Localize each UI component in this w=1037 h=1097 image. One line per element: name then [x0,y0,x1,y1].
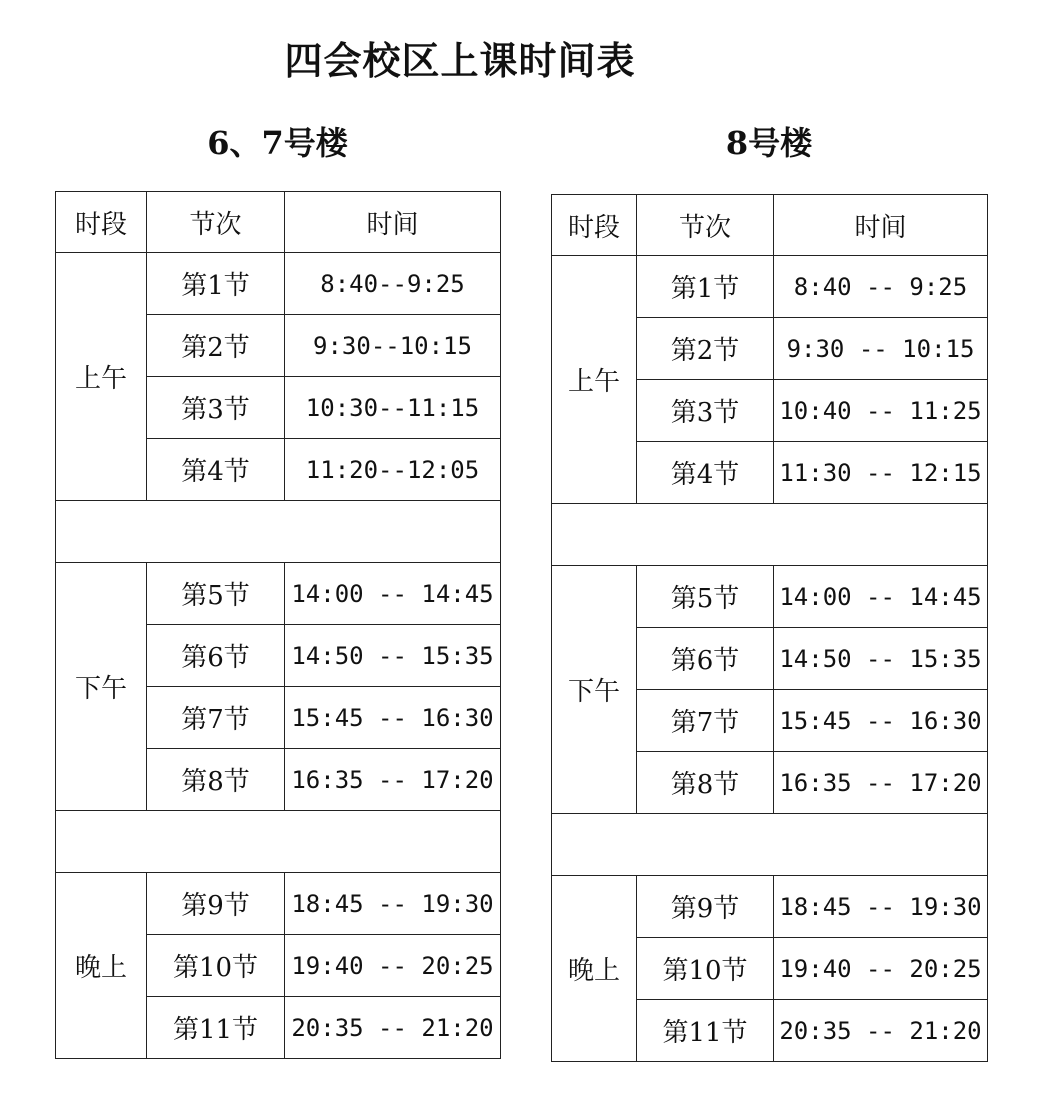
time-cell: 14:00 -- 14:45 [774,566,988,628]
time-cell: 15:45 -- 16:30 [774,690,988,752]
header-lesson: 节次 [637,195,774,256]
lesson-cell: 第5节 [637,566,774,628]
lesson-cell: 第11节 [147,997,285,1059]
period-cell: 晚上 [552,876,637,1062]
time-cell: 18:45 -- 19:30 [285,873,501,935]
building-8-title: 8号楼 [725,124,813,162]
lesson-cell: 第7节 [147,687,285,749]
break-row [56,501,501,563]
time-cell: 19:40 -- 20:25 [774,938,988,1000]
building-6-7-title: 6、7号楼 [207,124,348,162]
table-row [552,876,988,938]
lesson-cell: 第6节 [637,628,774,690]
header-period: 时段 [552,195,637,256]
time-cell: 10:40 -- 11:25 [774,380,988,442]
lesson-cell: 第4节 [147,439,285,501]
time-cell: 8:40 -- 9:25 [774,256,988,318]
lesson-cell: 第5节 [147,563,285,625]
table-row [56,563,501,625]
lesson-cell: 第4节 [637,442,774,504]
break-row [552,504,988,566]
break-row [552,814,988,876]
lesson-cell: 第11节 [637,1000,774,1062]
lesson-cell: 第3节 [637,380,774,442]
time-cell: 16:35 -- 17:20 [774,752,988,814]
break-row [56,811,501,873]
time-cell: 14:00 -- 14:45 [285,563,501,625]
lesson-cell: 第10节 [637,938,774,1000]
lesson-cell: 第2节 [637,318,774,380]
lesson-cell: 第3节 [147,377,285,439]
lesson-cell: 第8节 [147,749,285,811]
time-cell: 10:30--11:15 [285,377,501,439]
period-cell: 下午 [56,563,147,811]
table-row [552,566,988,628]
lesson-cell: 第6节 [147,625,285,687]
time-cell: 19:40 -- 20:25 [285,935,501,997]
table-row [56,873,501,935]
time-cell: 18:45 -- 19:30 [774,876,988,938]
lesson-cell: 第9节 [147,873,285,935]
schedule-table-building-8 [551,194,988,1062]
lesson-cell: 第1节 [637,256,774,318]
table-header-row [56,192,501,253]
time-cell: 15:45 -- 16:30 [285,687,501,749]
header-lesson: 节次 [147,192,285,253]
lesson-cell: 第7节 [637,690,774,752]
break-cell [56,501,501,563]
period-cell: 上午 [552,256,637,504]
time-cell: 14:50 -- 15:35 [285,625,501,687]
page-title: 四会校区上课时间表 [284,38,636,83]
time-cell: 9:30 -- 10:15 [774,318,988,380]
lesson-cell: 第8节 [637,752,774,814]
period-cell: 上午 [56,253,147,501]
time-cell: 11:20--12:05 [285,439,501,501]
lesson-cell: 第9节 [637,876,774,938]
period-cell: 晚上 [56,873,147,1059]
header-time: 时间 [774,195,988,256]
header-time: 时间 [285,192,501,253]
period-cell: 下午 [552,566,637,814]
time-cell: 20:35 -- 21:20 [285,997,501,1059]
header-period: 时段 [56,192,147,253]
table-row [552,256,988,318]
lesson-cell: 第10节 [147,935,285,997]
table-header-row [552,195,988,256]
time-cell: 9:30--10:15 [285,315,501,377]
time-cell: 11:30 -- 12:15 [774,442,988,504]
table-row [56,253,501,315]
break-cell [552,814,988,876]
lesson-cell: 第2节 [147,315,285,377]
break-cell [552,504,988,566]
time-cell: 16:35 -- 17:20 [285,749,501,811]
break-cell [56,811,501,873]
time-cell: 14:50 -- 15:35 [774,628,988,690]
time-cell: 8:40--9:25 [285,253,501,315]
schedule-table-building-6-7 [55,191,501,1059]
lesson-cell: 第1节 [147,253,285,315]
time-cell: 20:35 -- 21:20 [774,1000,988,1062]
